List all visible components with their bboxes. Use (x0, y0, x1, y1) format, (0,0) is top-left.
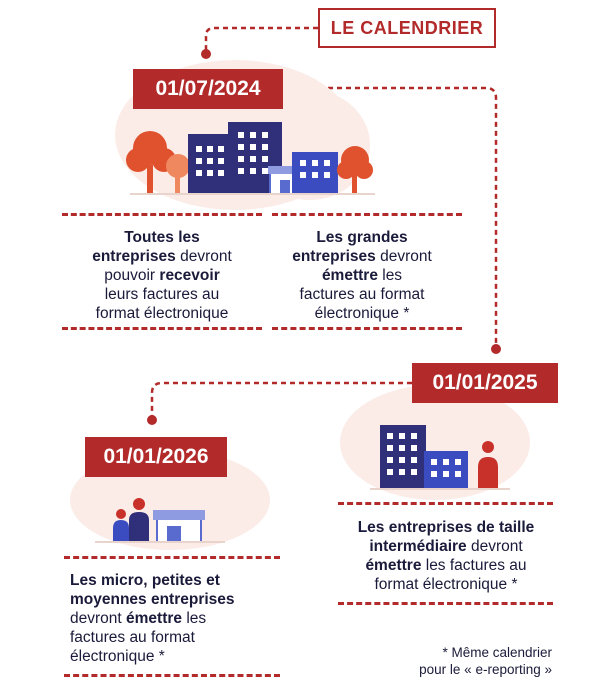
connector-dot (201, 49, 211, 59)
person-icon (113, 509, 129, 542)
footnote: * Même calendrier pour le « e-reporting » (419, 645, 552, 677)
date-badge-2026: 01/01/2026 (85, 437, 227, 477)
company-illustration (370, 415, 510, 495)
connector-dot (147, 415, 157, 425)
divider (64, 556, 280, 559)
divider (272, 327, 462, 330)
calendar-title: LE CALENDRIER (318, 8, 496, 48)
shop-icon (153, 510, 205, 542)
building-icon (424, 451, 468, 489)
small-business-illustration (95, 490, 225, 550)
date-badge-2024: 01/07/2024 (133, 69, 283, 109)
divider (272, 213, 462, 216)
connector-dot (491, 344, 501, 354)
connector-title (206, 28, 318, 52)
tree-icon (166, 154, 190, 194)
divider (338, 502, 553, 505)
milestone-2026-text: Les micro, petites et moyennes entreprises devront émettre les factures au format électronique * (70, 572, 235, 665)
divider (62, 327, 262, 330)
milestone-2024-receive-text: Toutes les entreprises devront pouvoir recevoir leurs factures au format électronique (92, 229, 232, 322)
divider (62, 213, 262, 216)
divider (64, 674, 280, 677)
divider (338, 602, 553, 605)
city-illustration (110, 100, 380, 210)
person-icon (478, 441, 498, 489)
date-badge-2025: 01/01/2025 (412, 363, 558, 403)
person-icon (129, 498, 149, 542)
milestone-2025-text: Les entreprises de taille intermédiaire devront émettre les factures au format électronique * (357, 519, 535, 593)
tree-icon (337, 146, 373, 194)
milestone-2024-emit-text: Les grandes entreprises devront émettre les factures au format électronique * (292, 229, 432, 322)
